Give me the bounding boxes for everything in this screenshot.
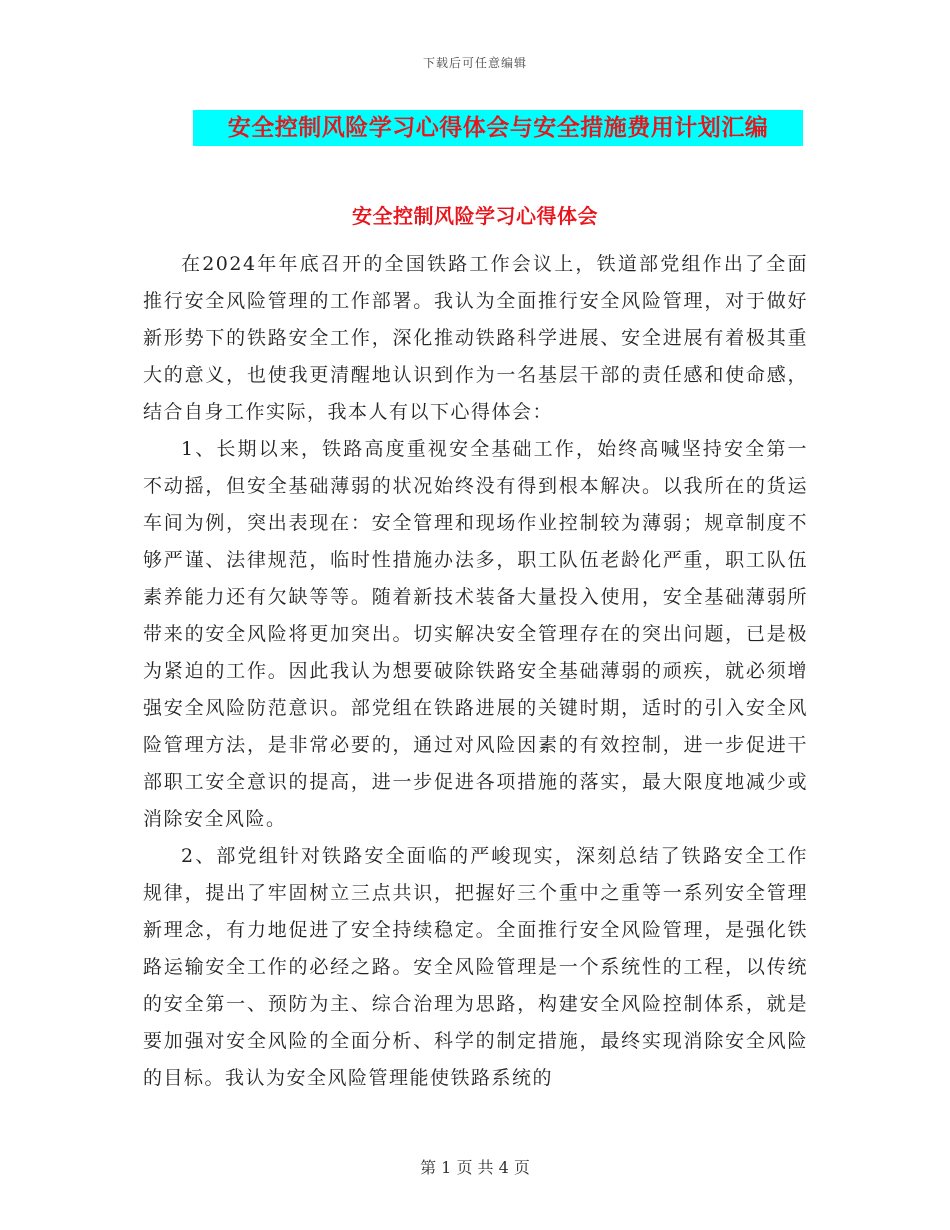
body-paragraph: 2、部党组针对铁路安全面临的严峻现实，深刻总结了铁路安全工作规律，提出了牢固树立三点共识，把握好三个重中之重等一系列安全管理新理念，有力地促进了安全持续稳定。全面推行安全风险管理，是强化铁路运输安全工作的必经之路。安全风险管理是一个系统性的工程，以传统的安全第一、预防为主、综合治理为思路，构建安全风险控制体系，就是要加强对安全风险的全面分析、科学的制定措施，最终实现消除安全风险的目标。我认为安全风险管理能使铁路系统的 xyxy=(143,845,808,1089)
document-title: 安全控制风险学习心得体会与安全措施费用计划汇编 xyxy=(227,115,769,141)
page-number-footer: 第 1 页 共 4 页 xyxy=(420,1158,530,1177)
document-body xyxy=(143,246,808,1097)
section-title: 安全控制风险学习心得体会 xyxy=(352,204,598,228)
page-header-note: 下载后可任意编辑 xyxy=(422,56,527,70)
body-paragraph: 1、长期以来，铁路高度重视安全基础工作，始终高喊坚持安全第一不动摇，但安全基础薄弱的状况始终没有得到根本解决。以我所在的货运车间为例，突出表现在：安全管理和现场作业控制较为薄弱；规章制度不够严谨、法律规范，临时性措施办法多，职工队伍老龄化严重，职工队伍素养能力还有欠缺等等。随着新技术装备大量投入使用，安全基础薄弱所带来的安全风险将更加突出。切实解决安全管理存在的突出问题，已是极为紧迫的工作。因此我认为想要破除铁路安全基础薄弱的顽疾，就必须增强安全风险防范意识。部党组在铁路进展的关键时期，适时的引入安全风险管理方法，是非常必要的，通过对风险因素的有效控制，进一步促进干部职工安全意识的提高，进一步促进各项措施的落实，最大限度地减少或消除安全风险。 xyxy=(143,438,808,830)
document-title-highlight xyxy=(193,110,803,146)
body-paragraph: 在2024年年底召开的全国铁路工作会议上，铁道部党组作出了全面推行安全风险管理的工作部署。我认为全面推行安全风险管理，对于做好新形势下的铁路安全工作，深化推动铁路科学进展、安全进展有着极其重大的意义，也使我更清醒地认识到作为一名基层干部的责任感和使命感，结合自身工作实际，我本人有以下心得体会： xyxy=(143,253,808,423)
